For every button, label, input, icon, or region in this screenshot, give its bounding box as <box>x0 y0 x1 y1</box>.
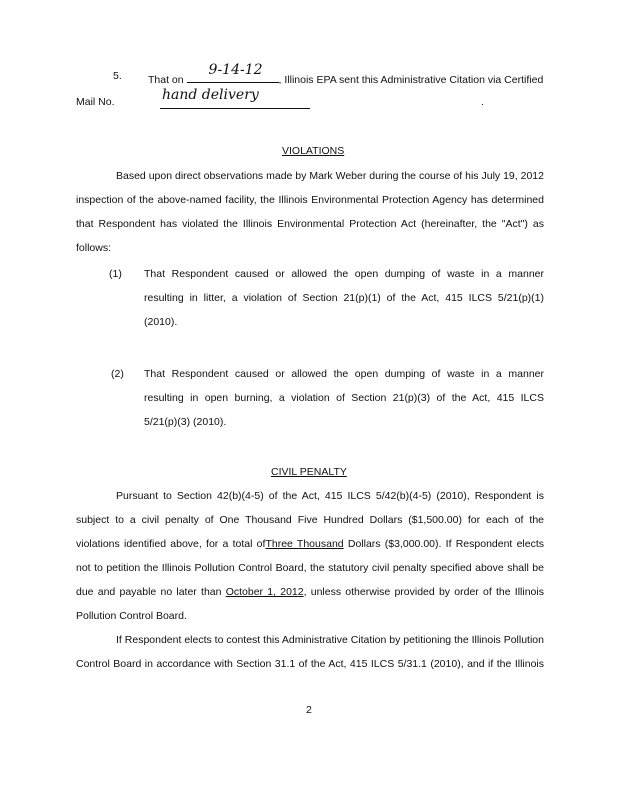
penalty-line-2: subject to a civil penalty of One Thousand Five Hundred Dollars ($1,500.00) for each of the <box>76 514 544 526</box>
page-number: 2 <box>306 704 312 716</box>
civil-penalty-heading: CIVIL PENALTY <box>271 466 347 478</box>
penalty-line-8: Control Board in accordance with Section 31.1 of the Act, 415 ILCS 5/31.1 (2010), and if the Illinois <box>76 658 544 670</box>
mail-number-blank <box>160 87 310 109</box>
penalty-line-3-pre: violations identified above, for a total of <box>76 538 266 550</box>
violation-2-line-2: resulting in open burning, a violation of Section 21(p)(3) of the Act, 415 ILCS <box>144 392 544 404</box>
violation-1-text <box>144 262 544 334</box>
violation-1-line-1: That Respondent caused or allowed the open dumping of waste in a manner <box>144 268 544 280</box>
item-5-text <box>148 62 544 86</box>
penalty-line-4: not to petition the Illinois Pollution Control Board, the statutory civil penalty specified above shall be <box>76 562 544 574</box>
penalty-line-5-pre: due and payable no later than <box>76 586 226 598</box>
item-5-number: 5. <box>113 70 122 82</box>
penalty-line-1: Pursuant to Section 42(b)(4-5) of the Act, 415 ILCS 5/42(b)(4-5) (2010), Respondent is <box>116 490 544 502</box>
item-5-text-after: , Illinois EPA sent this Administrative Citation via Certified <box>278 74 544 86</box>
intro-line-3: that Respondent has violated the Illinois Environmental Protection Act (hereinafter, the "Act") as <box>76 218 544 230</box>
violation-2-line-1: That Respondent caused or allowed the open dumping of waste in a manner <box>144 368 544 380</box>
date-blank <box>187 62 279 83</box>
violation-2-text <box>144 362 544 434</box>
civil-penalty-paragraph <box>76 484 544 676</box>
violation-1-number: (1) <box>109 268 122 280</box>
penalty-line-6: Pollution Control Board. <box>76 610 187 622</box>
penalty-line-7: If Respondent elects to contest this Administrative Citation by petitioning the Illinois Pollution <box>116 634 544 646</box>
violation-2-number: (2) <box>111 368 124 380</box>
penalty-line-3 <box>76 532 544 556</box>
intro-line-2: inspection of the above-named facility, the Illinois Environmental Protection Agency has determined <box>76 194 544 206</box>
intro-line-1: Based upon direct observations made by Mark Weber during the course of his July 19, 2012 <box>116 170 544 182</box>
mail-number-period: . <box>481 96 484 108</box>
handwritten-date: 9-14-12 <box>208 62 263 78</box>
penalty-line-5-post: , unless otherwise provided by order of the Illinois <box>303 586 544 598</box>
violations-heading: VIOLATIONS <box>282 145 345 157</box>
violation-1-line-3: (2010). <box>144 316 178 328</box>
violations-intro <box>76 164 544 260</box>
violation-1-line-2: resulting in litter, a violation of Section 21(p)(1) of the Act, 415 ILCS 5/21(p)(1) <box>144 292 544 304</box>
total-amount-words: Three Thousand <box>265 538 344 550</box>
penalty-line-5 <box>76 580 544 604</box>
violation-2-line-3: 5/21(p)(3) (2010). <box>144 416 227 428</box>
due-date: October 1, 2012 <box>225 586 304 598</box>
item-5-text-before: That on <box>148 74 184 86</box>
penalty-line-3-post: Dollars ($3,000.00). If Respondent elects <box>343 538 545 550</box>
mail-number-label: Mail No. <box>76 96 115 108</box>
handwritten-mail-number: hand delivery <box>162 87 259 103</box>
intro-line-4: follows: <box>76 242 112 254</box>
